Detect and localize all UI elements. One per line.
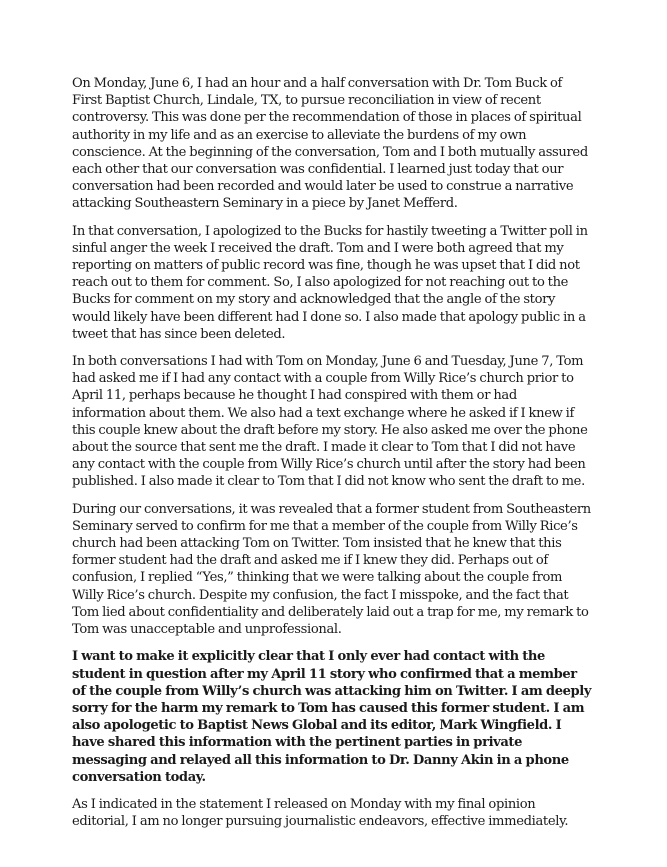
paragraph-conversation-recorded: On Monday, June 6, I had an hour and a half conversation with Dr. Tom Buck of First Baptist Church, Lindale, TX, to pursue reconciliation in view of recent controversy. This was done per the recommendation of those in places of spiritual authority in my life and as an exercise to alleviate the burdens of my own conscience. At the beginning of the conversation, Tom and I both mutually assured each other that our conversation was confidential. I learned just today that our conversation had been recorded and would later be used to construe a narrative attacking Southeastern Seminary in a piece by Janet Mefferd. [72,76,588,212]
paragraph-former-student: During our conversations, it was revealed that a former student from Southeastern Seminary served to confirm for me that a member of the couple from Willy Rice’s church had been attacking Tom on Twitter. Tom insisted that he knew that this former student had the draft and asked me if I knew they did. Perhaps out of confusion, I replied “Yes,” thinking that we were talking about the couple from Willy Rice’s church. Despite my confusion, the fact I misspoke, and the fact that Tom lied about confidentiality and deliberately laid out a trap for me, my remark to Tom was unacceptable and unprofessional. [72,501,591,638]
paragraph-apology-twitter-poll: In that conversation, I apologized to the Bucks for hastily tweeting a Twitter poll in sinful anger the week I received the draft. Tom and I were both agreed that my reporting on matters of public record was fine, though he was upset that I did not reach out to them for comment. So, I also apologized for not reaching out to the Bucks for comment on my story and acknowledged that the angle of the story would likely have been different had I done so. I also made that apology public in a tweet that has since been deleted. [72,223,588,342]
paragraph-closing-statement: As I indicated in the statement I released on Monday with my final opinion editorial, I am no longer pursuing journalistic endeavors, effective immediately. [72,796,569,830]
paragraph-bold-clarification: I want to make it explicitly clear that I only ever had contact with the student in question after my April 11 story who confirmed that a member of the couple from Willy’s church was attacking him on Twitter. I am deeply sorry for the harm my remark to Tom has caused this former student. I am also apologetic to Baptist News Global and its editor, Mark Wingfield. I have shared this information with the pertinent parties in private messaging and relayed all this information to Dr. Danny Akin in a phone conversation today. [72,649,592,785]
paragraph-contact-questions: In both conversations I had with Tom on Monday, June 6 and Tuesday, June 7, Tom had asked me if I had any contact with a couple from Willy Rice’s church prior to April 11, perhaps because he thought I had conspired with them or had information about them. We also had a text exchange where he asked if I knew if this couple knew about the draft before my story. He also asked me over the phone about the source that sent me the draft. I made it clear to Tom that I did not have any contact with the couple from Willy Rice’s church until after the story had been published. I also made it clear to Tom that I did not know who sent the draft to me. [72,354,588,490]
document-page [72,75,592,840]
